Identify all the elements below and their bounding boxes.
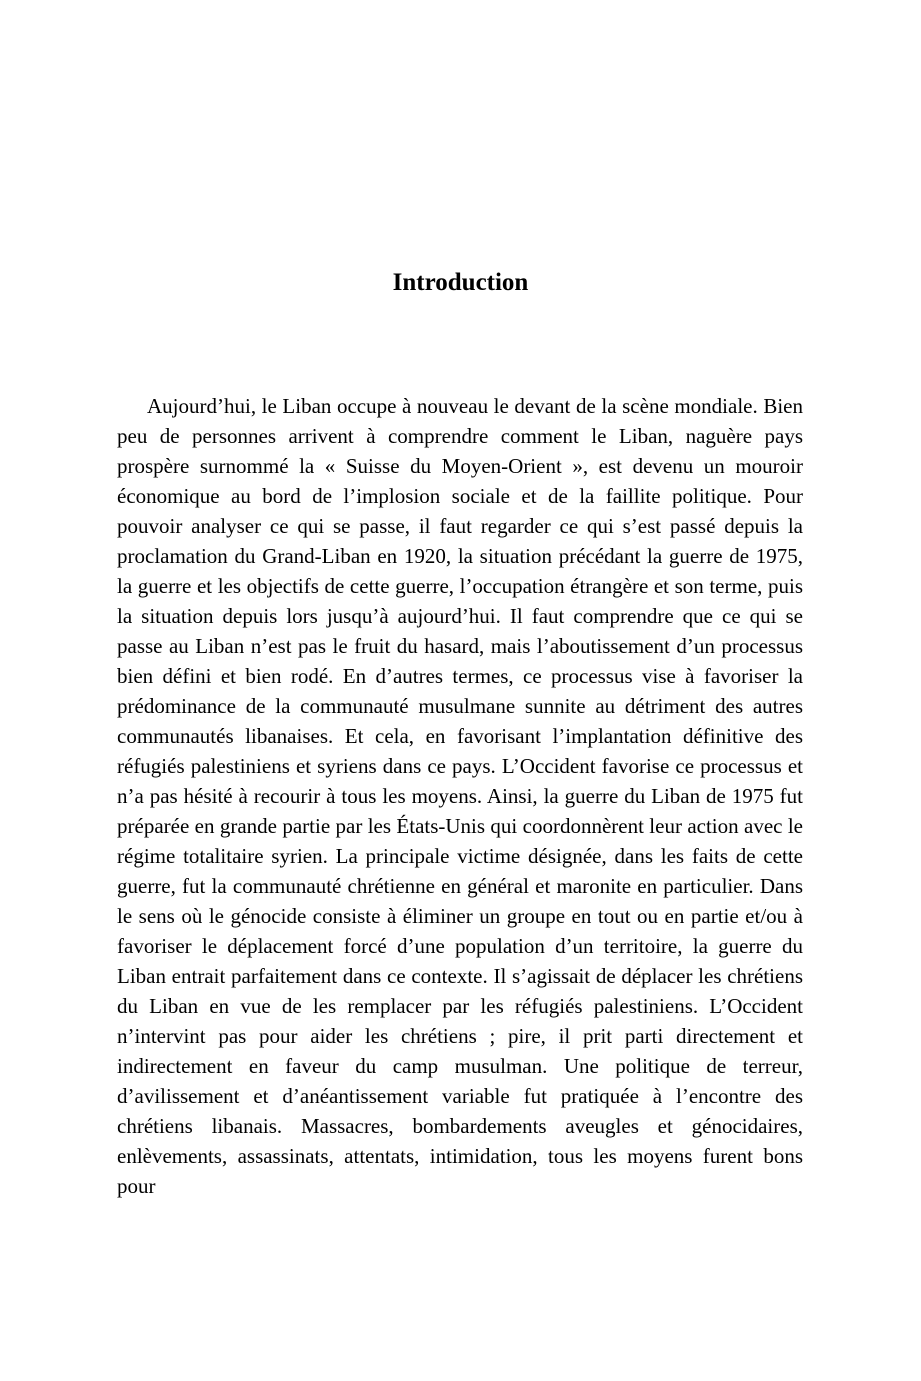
chapter-title: Introduction bbox=[392, 269, 529, 296]
body-paragraph: Aujourd’hui, le Liban occupe à nouveau le devant de la scène mondiale. Bien peu de personnes arrivent à comprendre comment le Liban, naguère pays prospère surnommé la « Suisse du Moyen-Orient », est devenu un mouroir économique au bord de l’implosion sociale et de la faillite politique. Pour pouvoir analyser ce qui se passe, il faut regarder ce qui s’est passé depuis la proclamation du Grand-Liban en 1920, la situation précédant la guerre de 1975, la guerre et les objectifs de cette guerre, l’occupation étrangère et son terme, puis la situation depuis lors jusqu’à aujourd’hui. Il faut comprendre que ce qui se passe au Liban n’est pas le fruit du hasard, mais l’aboutissement d’un processus bien défini et bien rodé. En d’autres termes, ce processus vise à favoriser la prédominance de la communauté musulmane sunnite au détriment des autres communautés libanaises. Et cela, en favorisant l’implantation définitive des réfugiés palestiniens et syriens dans ce pays. L’Occident favorise ce processus et n’a pas hésité à recourir à tous les moyens. Ainsi, la guerre du Liban de 1975 fut préparée en grande partie par les États-Unis qui coordonnèrent leur action avec le régime totalitaire syrien. La principale victime désignée, dans les faits de cette guerre, fut la communauté chrétienne en général et maronite en particulier. Dans le sens où le génocide consiste à éliminer un groupe en tout ou en partie et/ou à favoriser le déplacement forcé d’une population d’un territoire, la guerre du Liban entrait parfaitement dans ce contexte. Il s’agissait de déplacer les chrétiens du Liban en vue de les remplacer par les réfugiés palestiniens. L’Occident n’intervint pas pour aider les chrétiens ; pire, il prit parti directement et indirectement en faveur du camp musulman. Une politique de terreur, d’avilissement et d’anéantissement variable fut pratiquée à l’encontre des chrétiens libanais. Massacres, bombardements aveugles et génocidaires, enlèvements, assassinats, attentats, intimidation, tous les moyens furent bons pour bbox=[117, 394, 803, 1198]
